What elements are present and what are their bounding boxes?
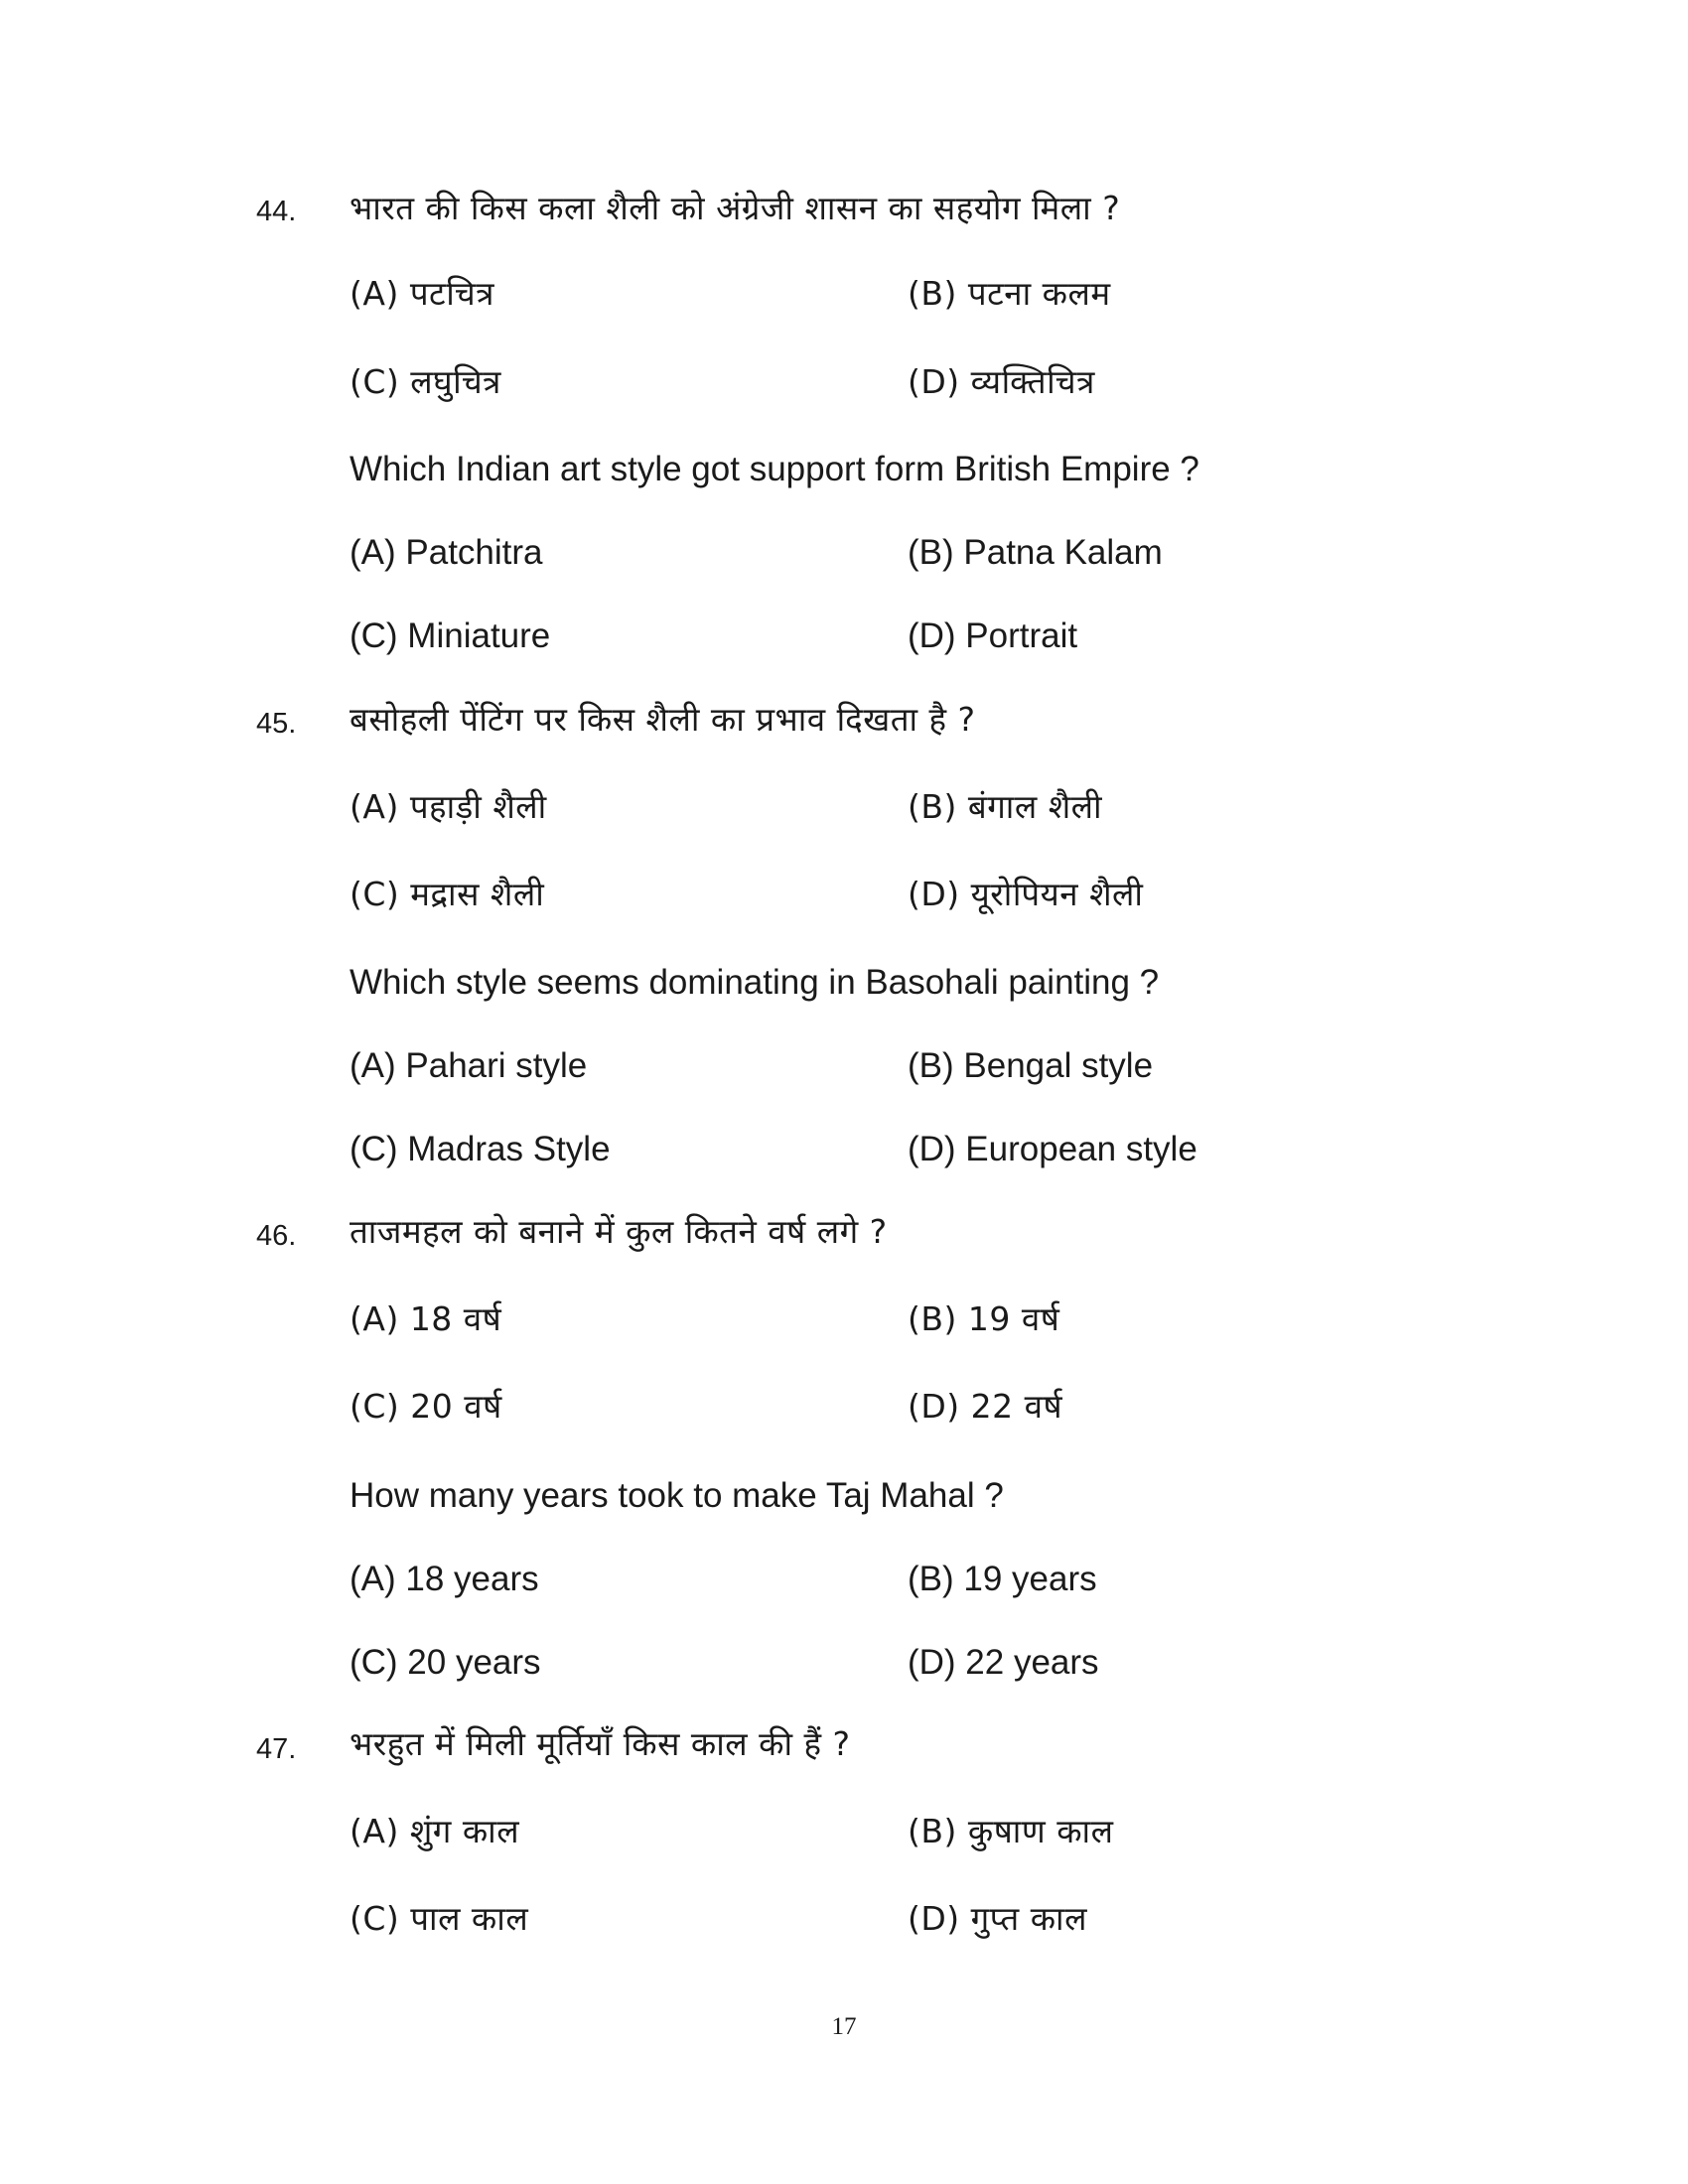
option-d-hindi: (D) व्यक्तिचित्र [908, 362, 1095, 401]
question-number: 46. [256, 1220, 297, 1252]
question-text-hindi: भरहुत में मिली मूर्तियाँ किस काल की हैं ? [350, 1724, 851, 1763]
option-d-hindi: (D) यूरोपियन शैली [908, 875, 1144, 913]
option-d-english: (D) European style [908, 1130, 1197, 1168]
question-text-hindi: ताजमहल को बनाने में कुल कितने वर्ष लगे ? [350, 1212, 888, 1251]
option-b-english: (B) 19 years [908, 1560, 1097, 1598]
question-text-hindi: भारत की किस कला शैली को अंग्रेजी शासन का सहयोग मिला ? [350, 189, 1121, 227]
option-b-hindi: (B) 19 वर्ष [908, 1299, 1060, 1338]
option-d-hindi: (D) गुप्त काल [908, 1899, 1087, 1938]
question-number: 45. [256, 708, 297, 740]
option-a-hindi: (A) पटचित्र [350, 274, 494, 313]
option-a-hindi: (A) पहाड़ी शैली [350, 787, 547, 826]
question-text-hindi: बसोहली पेंटिंग पर किस शैली का प्रभाव दिखता है ? [350, 700, 976, 739]
question-text-english: How many years took to make Taj Mahal ? [350, 1476, 1004, 1515]
option-d-english: (D) Portrait [908, 616, 1078, 655]
option-a-english: (A) 18 years [350, 1560, 539, 1598]
option-c-hindi: (C) मद्रास शैली [350, 875, 545, 913]
option-a-english: (A) Patchitra [350, 533, 543, 572]
option-d-english: (D) 22 years [908, 1643, 1099, 1682]
option-a-hindi: (A) शुंग काल [350, 1812, 520, 1850]
option-c-hindi: (C) पाल काल [350, 1899, 529, 1938]
question-text-english: Which style seems dominating in Basohali painting ? [350, 963, 1160, 1002]
option-a-english: (A) Pahari style [350, 1046, 588, 1085]
option-b-hindi: (B) पटना कलम [908, 274, 1111, 313]
option-c-hindi: (C) 20 वर्ष [350, 1387, 502, 1426]
page-number: 17 [831, 2013, 857, 2040]
question-number: 47. [256, 1733, 297, 1765]
option-c-english: (C) Miniature [350, 616, 551, 655]
option-c-hindi: (C) लघुचित्र [350, 362, 501, 401]
question-text-english: Which Indian art style got support form British Empire ? [350, 450, 1199, 488]
option-a-hindi: (A) 18 वर्ष [350, 1299, 502, 1338]
option-b-english: (B) Bengal style [908, 1046, 1154, 1085]
option-b-hindi: (B) बंगाल शैली [908, 787, 1103, 826]
question-number: 44. [256, 196, 297, 227]
option-c-english: (C) Madras Style [350, 1130, 611, 1168]
option-c-english: (C) 20 years [350, 1643, 541, 1682]
option-d-hindi: (D) 22 वर्ष [908, 1387, 1063, 1426]
option-b-hindi: (B) कुषाण काल [908, 1812, 1114, 1850]
option-b-english: (B) Patna Kalam [908, 533, 1163, 572]
